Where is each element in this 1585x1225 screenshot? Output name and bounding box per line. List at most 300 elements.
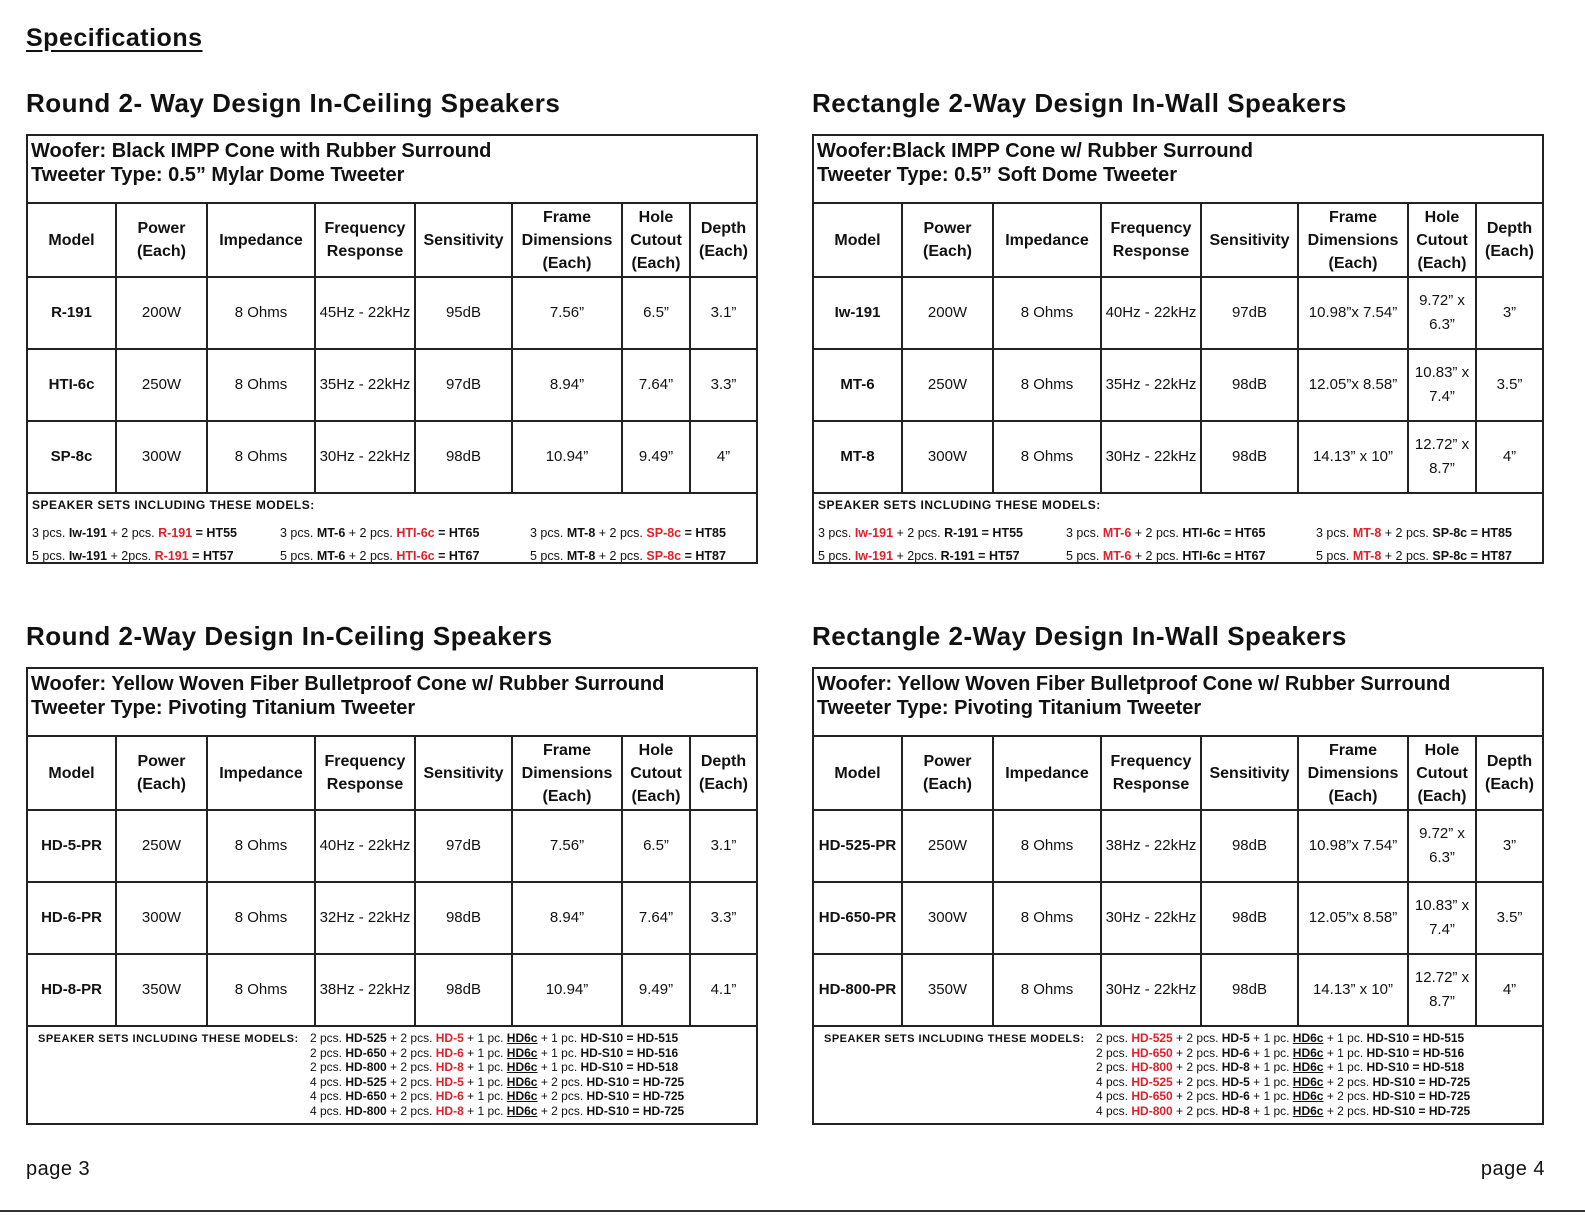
sensitivity-header [1201, 204, 1298, 277]
model-a: HD-800 [1131, 1060, 1173, 1075]
model-a: HD-650 [1131, 1089, 1173, 1104]
qty: + 2 pcs. [1381, 549, 1433, 563]
hole-cell: 7.64” [622, 349, 690, 421]
hole-cell [1408, 421, 1476, 493]
set-result: = HD-516 [1409, 1045, 1465, 1060]
qty: + 1 pc. [537, 1060, 581, 1075]
qty: + 2 pcs. [1172, 1103, 1222, 1118]
frequency-header [1101, 204, 1201, 277]
frame-cell: 12.05”x 8.58” [1298, 882, 1408, 954]
spec-table [814, 204, 1542, 494]
power-header-line: Power [137, 220, 186, 237]
sets-col-2 [280, 522, 479, 568]
sets-title: SPEAKER SETS INCLUDING THESE MODELS: [38, 1033, 299, 1045]
impedance-cell: 8 Ohms [993, 349, 1101, 421]
depth-cell: 3.1” [690, 277, 756, 349]
spec-table-header [814, 204, 1542, 277]
qty: + 1 pc. [1323, 1031, 1367, 1045]
tweeter-line: Tweeter Type: Pivoting Titanium Tweeter [31, 697, 416, 719]
depth-header-line: Depth [700, 753, 747, 770]
spec-row [28, 810, 756, 882]
model-b: R-191 [158, 526, 193, 540]
model-d: HD-S10 [1372, 1074, 1416, 1089]
qty: + 2 pcs. [537, 1089, 587, 1104]
set-line [1096, 1046, 1470, 1061]
sensitivity-cell: 97dB [1201, 277, 1298, 349]
qty: + 1 pc. [1249, 1031, 1293, 1045]
power-cell: 250W [116, 349, 207, 421]
depth-header-line: (Each) [699, 243, 748, 260]
spec-row [28, 277, 756, 349]
sensitivity-header [1201, 737, 1298, 810]
sensitivity-header-line: Sensitivity [1209, 231, 1290, 249]
set-result: = HD-725 [629, 1074, 685, 1089]
qty: 3 pcs. [280, 526, 317, 540]
impedance-header [993, 204, 1101, 277]
depth-cell: 4” [1476, 954, 1542, 1026]
depth-header [1476, 204, 1542, 277]
model-d: HD-S10 [1372, 1103, 1416, 1118]
hole-cell [1408, 954, 1476, 1026]
qty: + 2 pcs. [893, 526, 945, 540]
hole-header-line: Hole [638, 208, 674, 226]
model-b: R-191 [944, 526, 979, 540]
spec-table [28, 204, 756, 494]
depth-cell: 3.3” [690, 882, 756, 954]
model-b: SP-8c [646, 549, 682, 563]
set-line [1316, 545, 1512, 568]
qty: + 1 pc. [1249, 1060, 1293, 1075]
power-cell: 250W [116, 810, 207, 882]
tweeter-line: Tweeter Type: Pivoting Titanium Tweeter [817, 697, 1202, 719]
power-cell: 300W [116, 421, 207, 493]
frame-cell: 10.94” [512, 421, 622, 493]
power-cell: 200W [116, 277, 207, 349]
qty: + 2 pcs. [386, 1103, 436, 1118]
block-title: Round 2- Way Design In-Ceiling Speakers [26, 88, 561, 118]
frame-header-line: Frame [1328, 741, 1378, 759]
hole-cell [1408, 349, 1476, 421]
hole-header-line: (Each) [631, 787, 681, 805]
set-result: = HT67 [1220, 549, 1266, 563]
qty: + 2 pcs. [107, 526, 159, 540]
set-line [818, 545, 1023, 568]
set-line [1066, 522, 1265, 545]
impedance-cell: 8 Ohms [993, 277, 1101, 349]
frequency-cell: 30Hz - 22kHz [1101, 882, 1201, 954]
driver-description [814, 669, 1542, 737]
set-result: = HT65 [1220, 526, 1266, 540]
sensitivity-header [415, 204, 512, 277]
qty: 2 pcs. [1096, 1031, 1132, 1045]
depth-header-line: Depth [1486, 220, 1533, 237]
model-b: HD-8 [435, 1103, 464, 1118]
hole-header-line: (Each) [1417, 787, 1467, 805]
power-cell: 350W [116, 954, 207, 1026]
set-line [1066, 545, 1265, 568]
tweeter-line: Tweeter Type: 0.5” Soft Dome Tweeter [817, 164, 1178, 186]
model-cell: HD-6-PR [28, 882, 116, 954]
frame-cell: 7.56” [512, 810, 622, 882]
hole-cell [1408, 810, 1476, 882]
set-line [32, 545, 237, 568]
block-title: Rectangle 2-Way Design In-Wall Speakers [812, 88, 1347, 118]
set-result: = HT87 [681, 549, 726, 563]
power-header-line: (Each) [137, 243, 186, 260]
qty: 2 pcs. [1096, 1060, 1132, 1075]
frame-header-line: (Each) [542, 254, 592, 272]
set-line [310, 1046, 684, 1061]
hole-header [622, 204, 690, 277]
impedance-cell: 8 Ohms [207, 421, 315, 493]
qty: 5 pcs. [818, 549, 855, 563]
frequency-cell: 30Hz - 22kHz [1101, 954, 1201, 1026]
model-a: MT-8 [1352, 549, 1382, 563]
qty: + 2 pcs. [1323, 1089, 1373, 1104]
spec-row [814, 882, 1542, 954]
qty: + 1 pc. [1249, 1045, 1293, 1060]
spec-row [28, 882, 756, 954]
set-line [280, 522, 479, 545]
sensitivity-cell: 98dB [1201, 882, 1298, 954]
model-b: HD-6 [1221, 1045, 1250, 1060]
driver-description [814, 136, 1542, 204]
frame-header [1298, 737, 1408, 810]
set-result: = HD-516 [623, 1045, 679, 1060]
qty: + 1 pc. [1249, 1089, 1293, 1104]
power-header [116, 204, 207, 277]
model-d: HD-S10 [1366, 1060, 1410, 1075]
qty: + 2 pcs. [386, 1031, 436, 1045]
depth-cell: 3” [1476, 277, 1542, 349]
depth-header-line: (Each) [1485, 776, 1534, 793]
spec-box [26, 667, 758, 1125]
model-cell: MT-6 [814, 349, 902, 421]
frame-header-line: Dimensions [1307, 764, 1399, 782]
hole-cell: 7.64” [622, 882, 690, 954]
qty: + 2 pcs. [1172, 1074, 1222, 1089]
qty: + 2 pcs. [386, 1045, 436, 1060]
model-a: MT-8 [1352, 526, 1382, 540]
frame-header [512, 204, 622, 277]
set-result: = HD-515 [1409, 1031, 1465, 1045]
qty: + 2 pcs. [595, 526, 647, 540]
depth-header-line: (Each) [1485, 243, 1534, 260]
model-b: HD-5 [435, 1031, 464, 1045]
hole-height: 7.4” [1429, 388, 1455, 405]
sensitivity-header [415, 737, 512, 810]
model-a: MT-6 [1102, 526, 1132, 540]
impedance-cell: 8 Ohms [993, 810, 1101, 882]
impedance-header-line: Impedance [219, 764, 303, 782]
model-c: HD6c [506, 1060, 538, 1075]
set-result: = HT55 [978, 526, 1023, 540]
hole-height: 8.7” [1429, 460, 1455, 477]
sets-title: SPEAKER SETS INCLUDING THESE MODELS: [818, 498, 1101, 512]
model-a: Iw-191 [854, 526, 894, 540]
qty: 5 pcs. [530, 549, 567, 563]
woofer-line: Woofer: Yellow Woven Fiber Bulletproof Cone w/ Rubber Surround [31, 673, 665, 695]
sets-list [310, 1031, 684, 1119]
model-a: Iw-191 [68, 526, 108, 540]
spec-row [814, 954, 1542, 1026]
set-line [1096, 1060, 1470, 1075]
model-b: HD-6 [435, 1045, 464, 1060]
qty: 4 pcs. [1096, 1074, 1132, 1089]
spec-row [814, 421, 1542, 493]
woofer-line: Woofer: Black IMPP Cone with Rubber Surround [31, 140, 492, 162]
model-a: HD-650 [1131, 1045, 1173, 1060]
qty: + 2 pcs. [345, 549, 397, 563]
impedance-cell: 8 Ohms [993, 882, 1101, 954]
spec-table [814, 737, 1542, 1027]
qty: + 2 pcs. [1323, 1103, 1373, 1118]
power-header [116, 737, 207, 810]
power-cell: 300W [902, 882, 993, 954]
hole-cell [1408, 277, 1476, 349]
hole-header-line: Hole [1424, 741, 1460, 759]
model-a: HD-525 [1131, 1031, 1173, 1045]
model-c: HD6c [1292, 1045, 1324, 1060]
qty: + 1 pc. [463, 1045, 507, 1060]
model-b: SP-8c [646, 526, 682, 540]
hole-cell: 9.49” [622, 954, 690, 1026]
page-heading: Specifications [26, 24, 203, 52]
frequency-cell: 30Hz - 22kHz [315, 421, 415, 493]
frequency-cell: 45Hz - 22kHz [315, 277, 415, 349]
model-a: Iw-191 [854, 549, 894, 563]
qty: + 2 pcs. [386, 1074, 436, 1089]
hole-header-line: Cutout [630, 764, 682, 782]
power-cell: 250W [902, 349, 993, 421]
frequency-cell: 35Hz - 22kHz [1101, 349, 1201, 421]
page-number-left: page 3 [26, 1158, 91, 1180]
sensitivity-cell: 98dB [415, 882, 512, 954]
model-d: HD-S10 [586, 1074, 630, 1089]
frequency-cell: 38Hz - 22kHz [1101, 810, 1201, 882]
qty: + 2 pcs. [345, 526, 397, 540]
frame-header-line: Frame [542, 741, 592, 759]
set-line [310, 1075, 684, 1090]
woofer-line: Woofer: Yellow Woven Fiber Bulletproof Cone w/ Rubber Surround [817, 673, 1451, 695]
power-cell: 200W [902, 277, 993, 349]
sensitivity-header-line: Sensitivity [423, 764, 504, 782]
frequency-header [315, 737, 415, 810]
impedance-header-line: Impedance [1005, 231, 1089, 249]
hole-cell: 6.5” [622, 277, 690, 349]
model-cell: MT-8 [814, 421, 902, 493]
power-header [902, 737, 993, 810]
depth-cell: 3” [1476, 810, 1542, 882]
qty: 5 pcs. [1066, 549, 1103, 563]
sensitivity-cell: 98dB [1201, 421, 1298, 493]
set-result: = HD-725 [629, 1089, 685, 1104]
spec-block-round-ceiling-1 [26, 88, 758, 564]
model-d: HD-S10 [580, 1045, 624, 1060]
model-header-line: Model [48, 764, 95, 782]
hole-header-line: Cutout [1416, 764, 1468, 782]
hole-header-line: (Each) [631, 254, 681, 272]
qty: + 1 pc. [537, 1031, 581, 1045]
frequency-cell: 30Hz - 22kHz [1101, 421, 1201, 493]
qty: 3 pcs. [1316, 526, 1353, 540]
model-b: HTI-6c [1182, 549, 1221, 563]
qty: 4 pcs. [1096, 1103, 1132, 1118]
set-line [1096, 1075, 1470, 1090]
speaker-sets [28, 1027, 756, 1127]
spec-block-rect-wall-2 [812, 621, 1544, 1125]
set-line [310, 1031, 684, 1046]
qty: 3 pcs. [530, 526, 567, 540]
model-d: HD-S10 [1372, 1089, 1416, 1104]
set-result: = HD-515 [623, 1031, 679, 1045]
qty: + 2 pcs. [537, 1103, 587, 1118]
sets-title: SPEAKER SETS INCLUDING THESE MODELS: [32, 498, 315, 512]
frequency-cell: 40Hz - 22kHz [315, 810, 415, 882]
model-a: HD-800 [345, 1060, 387, 1075]
qty: 2 pcs. [1096, 1045, 1132, 1060]
qty: + 1 pc. [463, 1103, 507, 1118]
power-cell: 300W [116, 882, 207, 954]
set-line [1096, 1031, 1470, 1046]
model-d: HD-S10 [586, 1089, 630, 1104]
qty: + 2 pcs. [1172, 1089, 1222, 1104]
model-c: HD6c [506, 1045, 538, 1060]
frequency-header [315, 204, 415, 277]
qty: + 2 pcs. [595, 549, 647, 563]
depth-header-line: Depth [1486, 753, 1533, 770]
hole-header-line: Hole [1424, 208, 1460, 226]
model-cell: R-191 [28, 277, 116, 349]
model-b: R-191 [940, 549, 975, 563]
model-a: MT-6 [316, 549, 346, 563]
qty: + 1 pc. [1249, 1074, 1293, 1089]
depth-cell: 4.1” [690, 954, 756, 1026]
model-b: HTI-6c [1182, 526, 1221, 540]
spec-box [812, 134, 1544, 564]
qty: + 2 pcs. [1323, 1074, 1373, 1089]
sensitivity-header-line: Sensitivity [423, 231, 504, 249]
impedance-cell: 8 Ohms [207, 882, 315, 954]
model-a: HD-650 [345, 1045, 387, 1060]
qty: + 1 pc. [463, 1074, 507, 1089]
impedance-header-line: Impedance [1005, 764, 1089, 782]
model-d: HD-S10 [580, 1060, 624, 1075]
sensitivity-cell: 98dB [415, 954, 512, 1026]
depth-cell: 4” [1476, 421, 1542, 493]
qty: + 1 pc. [463, 1089, 507, 1104]
qty: 4 pcs. [310, 1103, 346, 1118]
frequency-cell: 35Hz - 22kHz [315, 349, 415, 421]
spec-row [814, 810, 1542, 882]
woofer-line: Woofer:Black IMPP Cone w/ Rubber Surround [817, 140, 1253, 162]
qty: + 2pcs. [893, 549, 941, 563]
block-title: Round 2-Way Design In-Ceiling Speakers [26, 621, 553, 651]
model-cell: HTI-6c [28, 349, 116, 421]
qty: + 1 pc. [1323, 1060, 1367, 1075]
spec-box [812, 667, 1544, 1125]
frequency-cell: 38Hz - 22kHz [315, 954, 415, 1026]
sensitivity-cell: 98dB [415, 421, 512, 493]
frequency-cell: 32Hz - 22kHz [315, 882, 415, 954]
impedance-cell: 8 Ohms [207, 810, 315, 882]
qty: + 2 pcs. [1172, 1031, 1222, 1045]
qty: + 1 pc. [463, 1060, 507, 1075]
depth-cell: 3.5” [1476, 882, 1542, 954]
model-cell: Iw-191 [814, 277, 902, 349]
qty: + 2 pcs. [1131, 526, 1183, 540]
model-c: HD6c [506, 1074, 538, 1089]
qty: + 2 pcs. [386, 1060, 436, 1075]
model-header [814, 204, 902, 277]
model-a: HD-800 [345, 1103, 387, 1118]
model-d: HD-S10 [1366, 1045, 1410, 1060]
speaker-sets [28, 494, 756, 566]
sets-col-3 [1316, 522, 1512, 568]
set-result: = HT57 [974, 549, 1020, 563]
impedance-cell: 8 Ohms [207, 954, 315, 1026]
sensitivity-header-line: Sensitivity [1209, 764, 1290, 782]
power-header-line: (Each) [923, 243, 972, 260]
hole-cell: 6.5” [622, 810, 690, 882]
driver-description [28, 669, 756, 737]
qty: 3 pcs. [1066, 526, 1103, 540]
model-header [28, 204, 116, 277]
model-c: HD6c [1292, 1089, 1324, 1104]
set-result: = HT85 [681, 526, 726, 540]
hole-width: 10.83” x [1414, 364, 1470, 381]
hole-header-line: Hole [638, 741, 674, 759]
depth-cell: 4” [690, 421, 756, 493]
model-a: Iw-191 [68, 549, 108, 563]
frequency-header-line: Frequency [1110, 220, 1192, 237]
hole-width: 12.72” x [1414, 436, 1470, 453]
hole-header-line: Cutout [630, 231, 682, 249]
hole-width: 9.72” x [1419, 292, 1465, 309]
sets-col-2 [1066, 522, 1265, 568]
sensitivity-cell: 97dB [415, 349, 512, 421]
frame-header [1298, 204, 1408, 277]
model-c: HD6c [1292, 1060, 1324, 1075]
hole-header-line: (Each) [1417, 254, 1467, 272]
sensitivity-cell: 98dB [1201, 954, 1298, 1026]
frequency-header-line: Response [1112, 243, 1190, 260]
model-b: HD-6 [1221, 1089, 1250, 1104]
qty: + 1 pc. [1323, 1045, 1367, 1060]
power-header [902, 204, 993, 277]
hole-width: 10.83” x [1414, 897, 1470, 914]
set-result: = HD-725 [1415, 1074, 1471, 1089]
frequency-header-line: Frequency [324, 753, 406, 770]
qty: 2 pcs. [310, 1031, 346, 1045]
qty: + 1 pc. [463, 1031, 507, 1045]
depth-header-line: (Each) [699, 776, 748, 793]
set-result: = HD-725 [1415, 1089, 1471, 1104]
set-line [530, 522, 726, 545]
qty: 2 pcs. [310, 1060, 346, 1075]
hole-height: 6.3” [1429, 316, 1455, 333]
set-line [310, 1104, 684, 1119]
model-a: MT-6 [1102, 549, 1132, 563]
set-line [1096, 1104, 1470, 1119]
sets-col-1 [32, 522, 237, 568]
model-d: HD-S10 [1366, 1031, 1410, 1045]
block-title: Rectangle 2-Way Design In-Wall Speakers [812, 621, 1347, 651]
set-result: = HD-518 [1409, 1060, 1465, 1075]
frame-header [512, 737, 622, 810]
sets-col-3 [530, 522, 726, 568]
qty: + 2 pcs. [386, 1089, 436, 1104]
